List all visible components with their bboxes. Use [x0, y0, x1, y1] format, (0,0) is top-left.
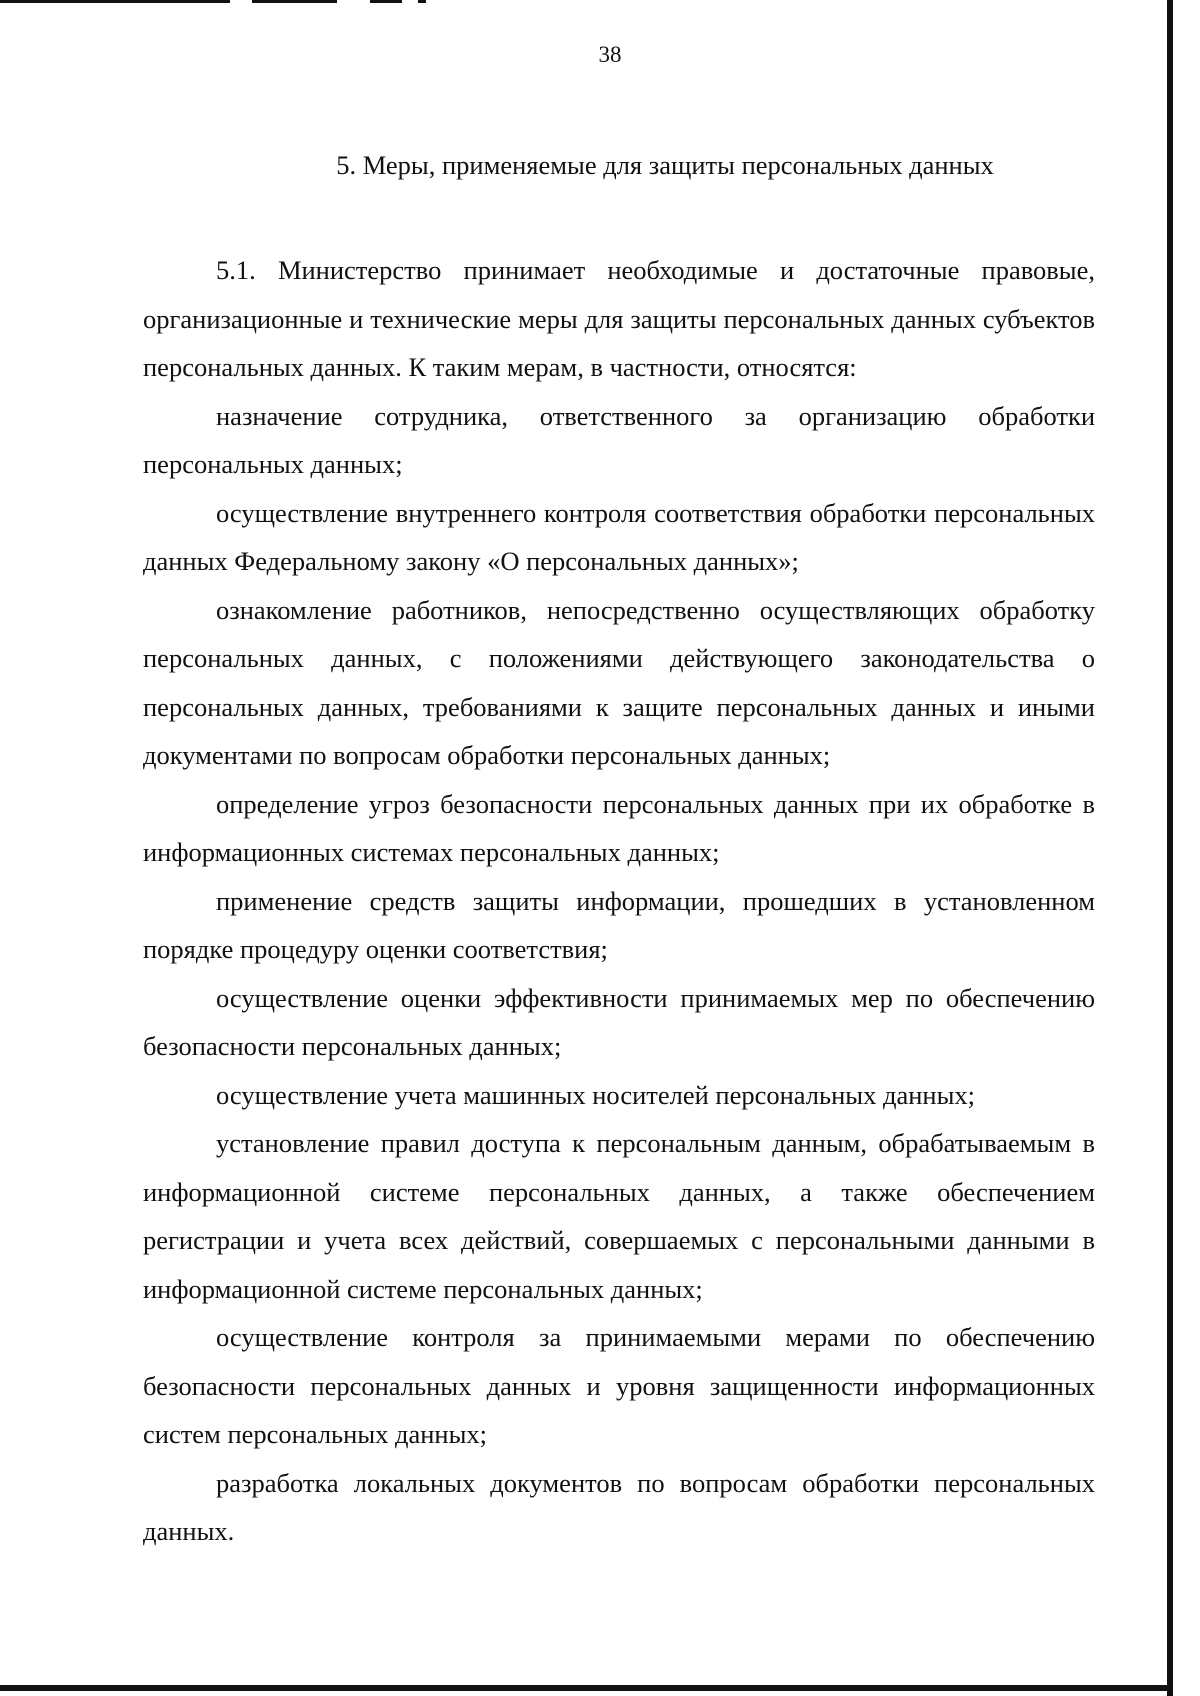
scan-edge-top-line [0, 0, 230, 3]
page-number: 38 [598, 42, 622, 67]
document-body [143, 246, 1095, 1556]
list-item: осуществление внутреннего контроля соответствия обработки персональных данных Федеральному закону «О персональных данных»; [143, 497, 1095, 576]
scan-edge-top-line [370, 0, 402, 3]
scan-edge-top-line [418, 0, 426, 3]
list-item: разработка локальных документов по вопросам обработки персональных данных. [143, 1467, 1095, 1546]
paragraph: 5.1. Министерство принимает необходимые и достаточные правовые, организационные и технические меры для защиты персональных данных субъектов персональных данных. К таким мерам, в частности, относятся: [143, 255, 1095, 382]
list-item: применение средств защиты информации, прошедших в установленном порядке процедуру оценки соответствия; [143, 885, 1095, 964]
list-item: установление правил доступа к персональным данным, обрабатываемым в информационной системе персональных данных, а также обеспечением регистрации и учета всех действий, совершаемых с персональными данными в информационной системе персональных данных; [143, 1128, 1095, 1304]
list-item: осуществление оценки эффективности принимаемых мер по обеспечению безопасности персональных данных; [143, 982, 1095, 1061]
list-item: определение угроз безопасности персональных данных при их обработке в информационных системах персональных данных; [143, 788, 1095, 867]
list-item: ознакомление работников, непосредственно осуществляющих обработку персональных данных, с положениями действующего законодательства о персональных данных, требованиями к защите персональных данных и иными документами по вопросам обработки персональных данных; [143, 594, 1095, 770]
list-item: осуществление контроля за принимаемыми мерами по обеспечению безопасности персональных данных и уровня защищенности информационных систем персональных данных; [143, 1322, 1095, 1449]
scan-edge-top-line [252, 0, 337, 3]
list-item: осуществление учета машинных носителей персональных данных; [216, 1079, 976, 1110]
page-right-border [1167, 0, 1173, 1696]
section-heading: 5. Меры, применяемые для защиты персональных данных [336, 150, 994, 180]
list-item: назначение сотрудника, ответственного за организацию обработки персональных данных; [143, 400, 1095, 479]
page-bottom-border [0, 1685, 1173, 1691]
